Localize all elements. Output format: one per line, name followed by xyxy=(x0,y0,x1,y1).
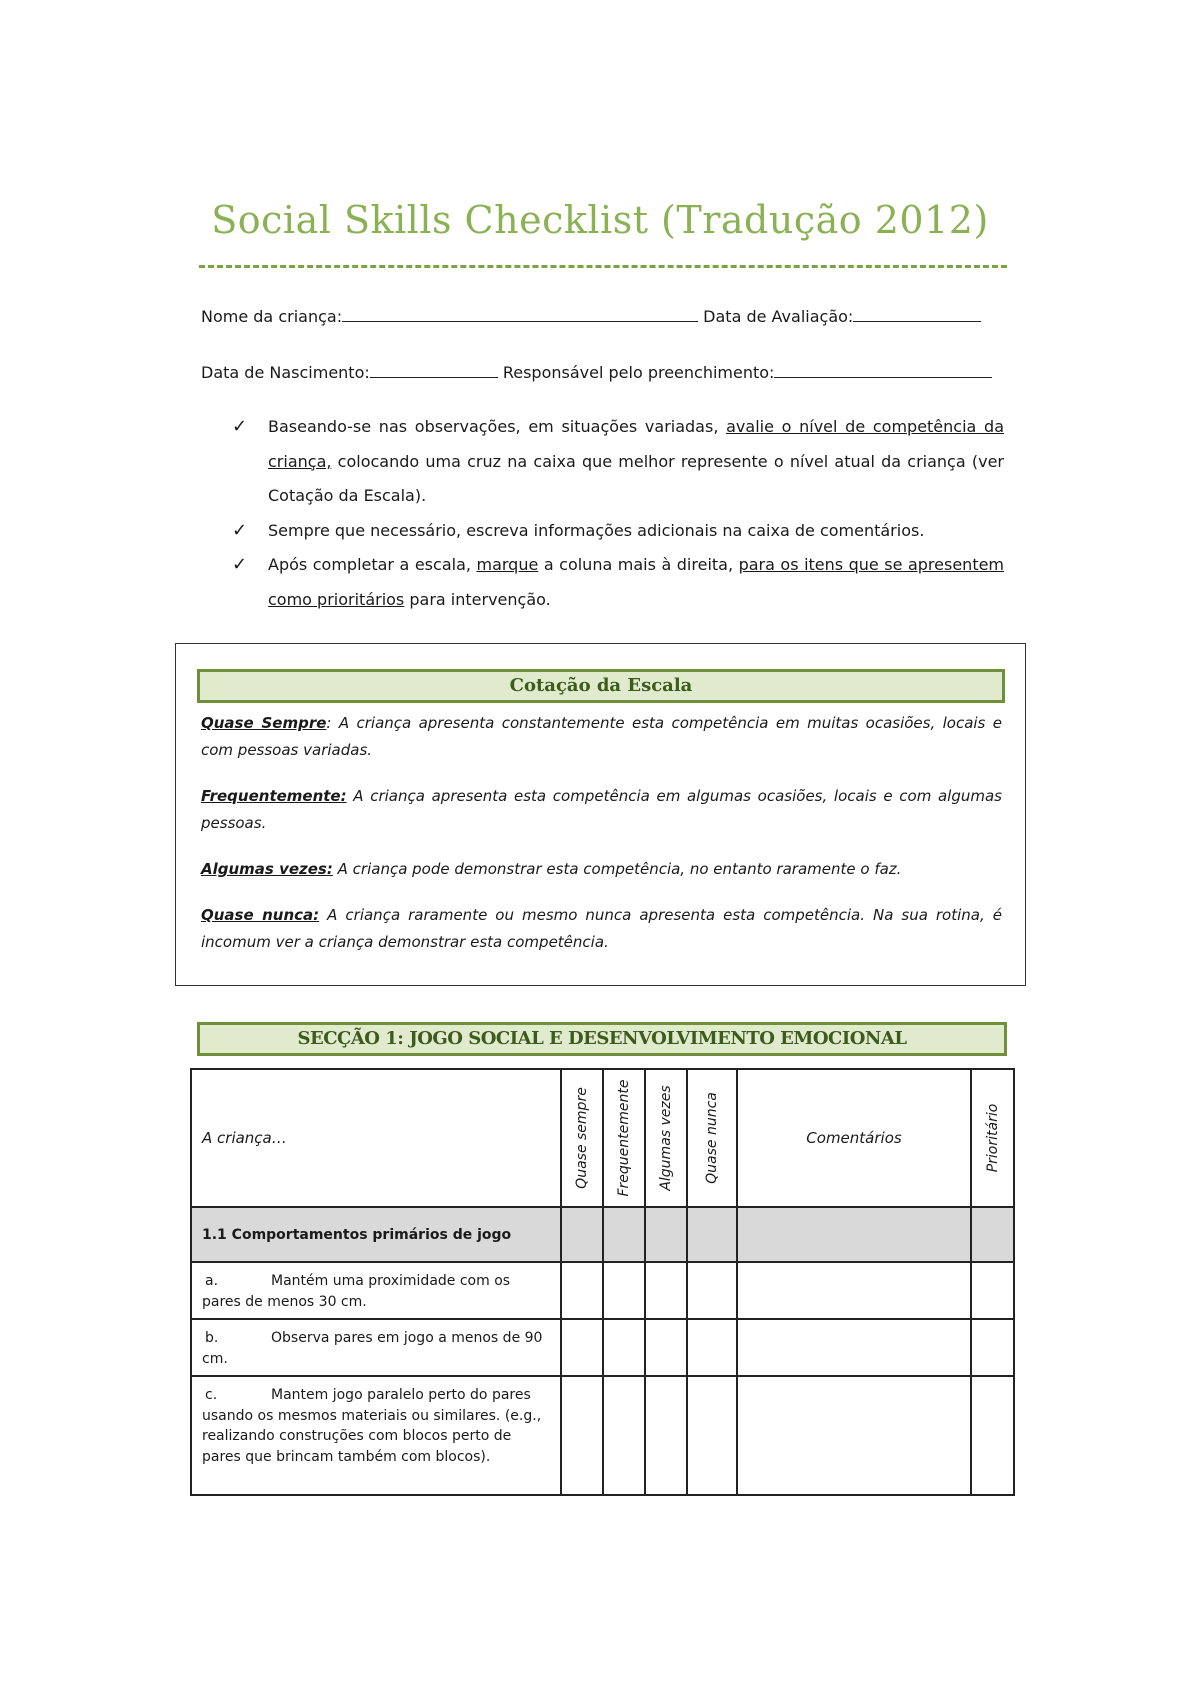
filled-by-field[interactable] xyxy=(774,363,992,378)
item-text: b. Observa pares em jogo a menos de 90 cm. xyxy=(191,1319,561,1376)
col-always: Quase sempre xyxy=(561,1069,603,1207)
scale-heading: Cotação da Escala xyxy=(197,669,1005,703)
cell-never[interactable] xyxy=(687,1262,737,1319)
document-title: Social Skills Checklist (Tradução 2012) xyxy=(211,198,989,242)
checkmark-icon: ✓ xyxy=(232,416,248,437)
col-never: Quase nunca xyxy=(687,1069,737,1207)
cell-priority[interactable] xyxy=(971,1319,1014,1376)
scale-box xyxy=(175,643,1026,986)
cell-sometimes[interactable] xyxy=(645,1319,687,1376)
filled-by-label: Responsável pelo preenchimento: xyxy=(502,363,775,382)
cell-never[interactable] xyxy=(687,1319,737,1376)
instructions-list xyxy=(232,410,1004,617)
checkmark-icon: ✓ xyxy=(232,519,248,541)
cell-comments[interactable] xyxy=(737,1262,971,1319)
checkmark-icon: ✓ xyxy=(232,554,248,575)
scale-item-always: Quase Sempre: A criança apresenta constantemente esta competência em muitas ocasiões, locais e com pessoas variadas. xyxy=(201,714,1002,759)
instruction-item: ✓ Baseando-se nas observações, em situações variadas, avalie o nível de competência da criança, colocando uma cruz na caixa que melhor represente o nível atual da criança (ver Cotação da Escala). xyxy=(232,410,1004,514)
birth-date-label: Data de Nascimento: xyxy=(201,363,370,382)
col-child: A criança… xyxy=(191,1069,561,1207)
title-divider xyxy=(199,265,1007,268)
form-row-2 xyxy=(201,363,992,382)
checklist-table xyxy=(190,1068,1015,1496)
cell-often[interactable] xyxy=(603,1262,645,1319)
cell-sometimes[interactable] xyxy=(645,1376,687,1495)
col-comments: Comentários xyxy=(737,1069,971,1207)
cell-always[interactable] xyxy=(561,1376,603,1495)
cell-always[interactable] xyxy=(561,1319,603,1376)
instruction-item: ✓ Após completar a escala, marque a coluna mais à direita, para os itens que se apresentem como prioritários para intervenção. xyxy=(232,548,1004,617)
table-header-row xyxy=(191,1069,1014,1207)
cell-comments[interactable] xyxy=(737,1376,971,1495)
cell-comments[interactable] xyxy=(737,1319,971,1376)
birth-date-field[interactable] xyxy=(370,363,498,378)
form-row-1 xyxy=(201,307,981,326)
cell-never[interactable] xyxy=(687,1376,737,1495)
child-name-label: Nome da criança: xyxy=(201,307,343,326)
cell-always[interactable] xyxy=(561,1262,603,1319)
subsection-row xyxy=(191,1207,1014,1262)
item-text: c. Mantem jogo paralelo perto do pares usando os mesmos materiais ou similares. (e.g., realizando construções com blocos perto de pares que brincam também com blocos). xyxy=(191,1376,561,1495)
table-row xyxy=(191,1376,1014,1495)
table-row xyxy=(191,1262,1014,1319)
eval-date-label: Data de Avaliação: xyxy=(703,307,854,326)
col-priority: Prioritário xyxy=(971,1069,1014,1207)
cell-priority[interactable] xyxy=(971,1262,1014,1319)
scale-item-never: Quase nunca: A criança raramente ou mesmo nunca apresenta esta competência. Na sua rotina, é incomum ver a criança demonstrar esta competência. xyxy=(201,906,1002,951)
section-heading: SECÇÃO 1: JOGO SOCIAL E DESENVOLVIMENTO EMOCIONAL xyxy=(197,1022,1007,1056)
item-text: a. Mantém uma proximidade com os pares de menos 30 cm. xyxy=(191,1262,561,1319)
cell-often[interactable] xyxy=(603,1319,645,1376)
cell-often[interactable] xyxy=(603,1376,645,1495)
subsection-title: 1.1 Comportamentos primários de jogo xyxy=(191,1207,561,1262)
instruction-item: ✓ Sempre que necessário, escreva informações adicionais na caixa de comentários. xyxy=(232,514,1004,549)
scale-item-often: Frequentemente: A criança apresenta esta competência em algumas ocasiões, locais e com algumas pessoas. xyxy=(201,787,1002,832)
table-row xyxy=(191,1319,1014,1376)
col-sometimes: Algumas vezes xyxy=(645,1069,687,1207)
eval-date-field[interactable] xyxy=(853,307,981,322)
cell-sometimes[interactable] xyxy=(645,1262,687,1319)
child-name-field[interactable] xyxy=(342,307,698,322)
cell-priority[interactable] xyxy=(971,1376,1014,1495)
col-often: Frequentemente xyxy=(603,1069,645,1207)
scale-item-sometimes: Algumas vezes: A criança pode demonstrar esta competência, no entanto raramente o faz. xyxy=(201,860,902,878)
